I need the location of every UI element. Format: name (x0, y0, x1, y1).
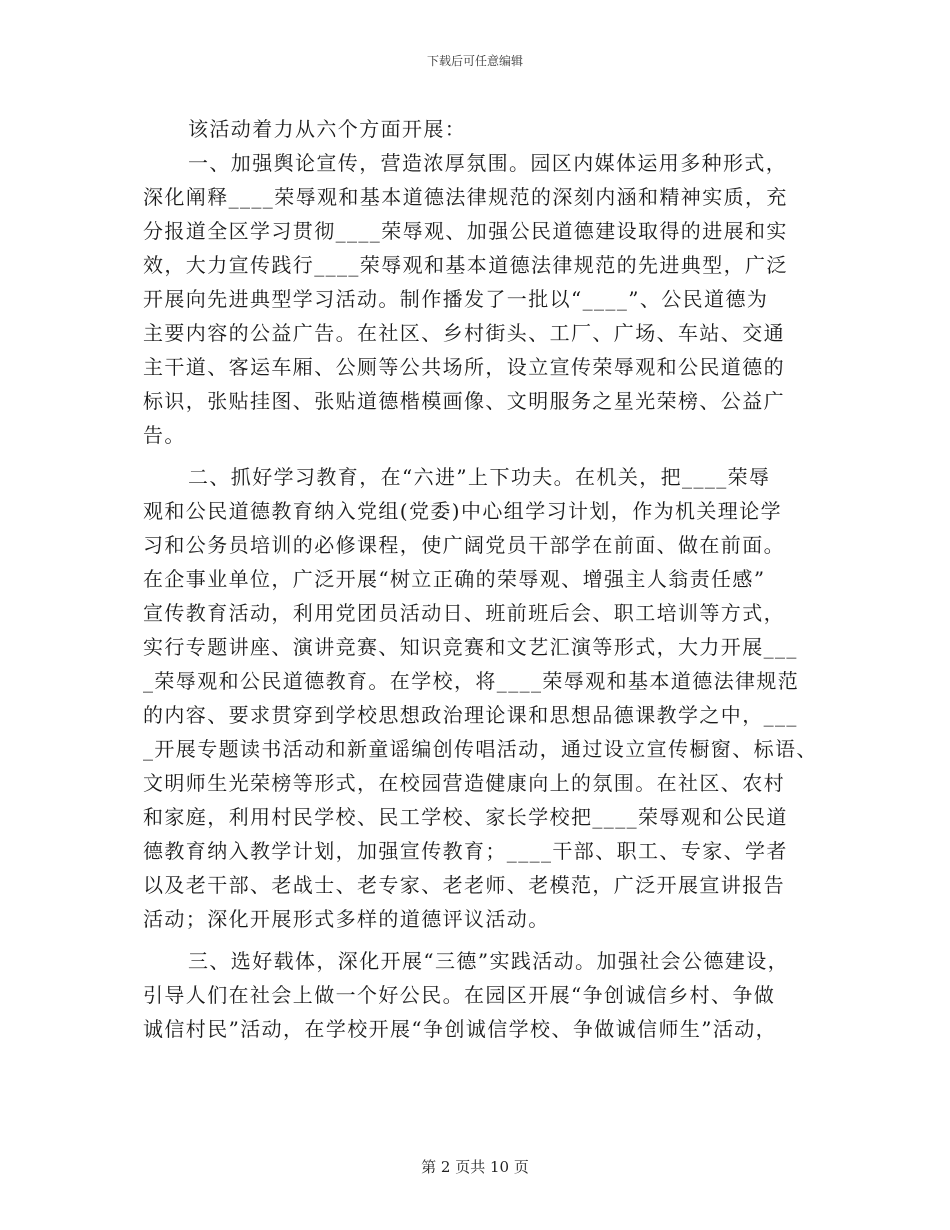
page-number: 第 2 页共 10 页 (421, 1158, 529, 1176)
section-1-line: 主干道、客运车厢、公厕等公共场所，设立宣传荣辱观和公民道德的 (143, 355, 785, 379)
section-1-line: 深化阐释____荣辱观和基本道德法律规范的深刻内涵和精神实质，充 (143, 185, 788, 209)
section-1-line: 分报道全区学习贯彻____荣辱观、加强公民道德建设取得的进展和实 (143, 219, 788, 243)
section-1-line: 开展向先进典型学习活动。制作播发了一批以“____”、公民道德为 (143, 287, 769, 311)
section-2-line: 习和公务员培训的必修课程，使广阔党员干部学在前面、做在前面。 (143, 533, 785, 557)
page-header: 下载后可任意编辑 (426, 54, 523, 68)
section-2-line: 在企事业单位，广泛开展“树立正确的荣辱观、增强主人翁责任感” (143, 567, 766, 591)
section-2-line: 观和公民道德教育纳入党组(党委)中心组学习计划，作为机关理论学 (143, 499, 783, 523)
section-2-line: 文明师生光荣榜等形式，在校园营造健康向上的氛围。在社区、农村 (143, 771, 785, 795)
section-3-line: 诚信村民”活动，在学校开展“争创诚信学校、争做诚信师生”活动， (143, 1017, 778, 1041)
section-1-line: 告。 (143, 423, 186, 447)
section-2-line: _开展专题读书活动和新童谣编创传唱活动，通过设立宣传橱窗、标语、 (143, 737, 818, 761)
section-2-line: 和家庭，利用村民学校、民工学校、家长学校把____荣辱观和公民道 (143, 805, 788, 829)
section-3-line: 引导人们在社会上做一个好公民。在园区开展“争创诚信乡村、争做 (143, 983, 776, 1007)
section-1-line: 一、加强舆论宣传，营造浓厚氛围。园区内媒体运用多种形式， (188, 151, 788, 175)
section-2-line: 实行专题讲座、演讲竞赛、知识竞赛和文艺汇演等形式，大力开展___ (143, 635, 798, 659)
section-1-line: 标识，张贴挂图、张贴道德楷模画像、文明服务之星光荣榜、公益广 (143, 389, 785, 413)
section-2-line: 二、抓好学习教育，在“六进”上下功夫。在机关，把____荣辱 (188, 465, 771, 489)
section-2-line: _荣辱观和公民道德教育。在学校，将____荣辱观和基本道德法律规范 (143, 669, 800, 693)
section-1-line: 效，大力宣传践行____荣辱观和基本道德法律规范的先进典型，广泛 (143, 253, 788, 277)
section-1-line: 主要内容的公益广告。在社区、乡村街头、工厂、广场、车站、交通 (143, 321, 785, 345)
section-2-line: 的内容、要求贯穿到学校思想政治理论课和思想品德课教学之中，___ (143, 703, 798, 727)
section-2-line: 活动；深化开展形式多样的道德评议活动。 (143, 907, 550, 931)
document-body (143, 112, 833, 1046)
section-3-line: 三、选好载体，深化开展“三德”实践活动。加强社会公德建设， (188, 949, 790, 973)
section-2-line: 德教育纳入教学计划，加强宣传教育；____干部、职工、专家、学者 (143, 839, 788, 863)
section-2-line: 以及老干部、老战士、老专家、老老师、老模范，广泛开展宣讲报告 (143, 873, 785, 897)
section-2-line: 宣传教育活动，利用党团员活动日、班前班后会、职工培训等方式， (143, 601, 785, 625)
intro-line: 该活动着力从六个方面开展： (188, 117, 467, 141)
